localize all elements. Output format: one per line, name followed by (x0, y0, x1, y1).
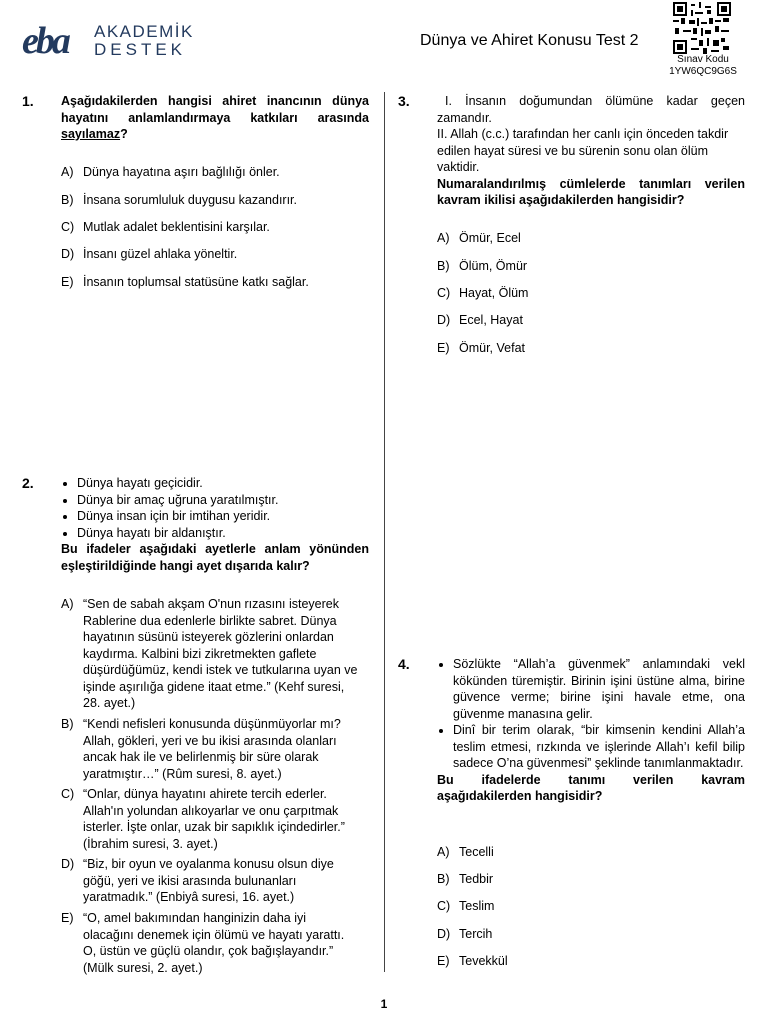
question-3-number: 3. (398, 93, 410, 109)
question-1-stem-text: Aşağıdakilerden hangisi ahiret inancının dünya hayatını anlamlandırmaya katkıları arasında (61, 94, 369, 125)
question-3-statement-2: II. Allah (c.c.) tarafından her canlı için önceden takdir edilen hayat süresi ve bu sürenin sonu olan ölüm vaktidir. (437, 127, 729, 174)
eba-logo (22, 20, 202, 62)
question-4-stem: Bu ifadelerde tanımı verilen kavram aşağıdakilerden hangisidir? (437, 772, 745, 803)
column-divider (384, 92, 385, 972)
question-2-stem: Bu ifadeler aşağıdaki ayetlerle anlam yönünden eşleştirildiğinde hangi ayet dışarıda kalır? (61, 542, 369, 573)
logo-word-destek: DESTEK (94, 40, 187, 59)
question-2-stem-block (61, 475, 369, 574)
list-item: • Dünya hayatı geçicidir. (77, 475, 369, 492)
question-4-stem-block (437, 656, 745, 805)
question-1-qmark: ? (120, 127, 128, 141)
qr-code (673, 2, 731, 54)
question-1-stem (61, 93, 369, 143)
exam-code-value: 1YW6QC9G6S (669, 66, 737, 77)
question-4-number: 4. (398, 656, 410, 672)
list-item: • Sözlükte “Allah’a güvenmek” anlamındaki vekl kökünden türemiştir. Birinin işini üstüne alma, birine güvence verme; birine işini havale etme, ona güvenme manasına gelir. (453, 656, 745, 722)
logo-word-akademik: AKADEMİK (94, 22, 194, 41)
question-2-number: 2. (22, 475, 34, 491)
list-item: • Dünya insan için bir imtihan yeridir. (77, 508, 369, 525)
test-title: Dünya ve Ahiret Konusu Test 2 (420, 32, 639, 49)
list-item: • Dünya bir amaç uğruna yaratılmıştır. (77, 492, 369, 509)
question-3-statement-1: I. İnsanın doğumundan ölümüne kadar geçen zamandır. (437, 94, 745, 125)
question-2-bullet-list (61, 475, 369, 541)
list-item: • Dinî bir terim olarak, “bir kimsenin kendini Allah’a teslim etmesi, rızkında ve işlerinde Allah’ı kefil bilip sadece O’na güvenmesi” şeklinde tanımlanmaktadır. (453, 722, 745, 772)
list-item: • Dünya hayatı bir aldanıştır. (77, 525, 369, 542)
question-4-bullet-list (437, 656, 745, 772)
logo-mark: eba (22, 20, 68, 62)
exam-code-label: Sınav Kodu (677, 54, 729, 65)
exam-code-block (660, 54, 746, 78)
question-1-negation: sayılamaz (61, 127, 121, 141)
question-1-number: 1. (22, 93, 34, 109)
question-3-stem-block (437, 93, 745, 209)
page-number: 1 (380, 997, 388, 1011)
question-3-stem: Numaralandırılmış cümlelerde tanımları verilen kavram ikilisi aşağıdakilerden hangisidir? (437, 176, 745, 207)
